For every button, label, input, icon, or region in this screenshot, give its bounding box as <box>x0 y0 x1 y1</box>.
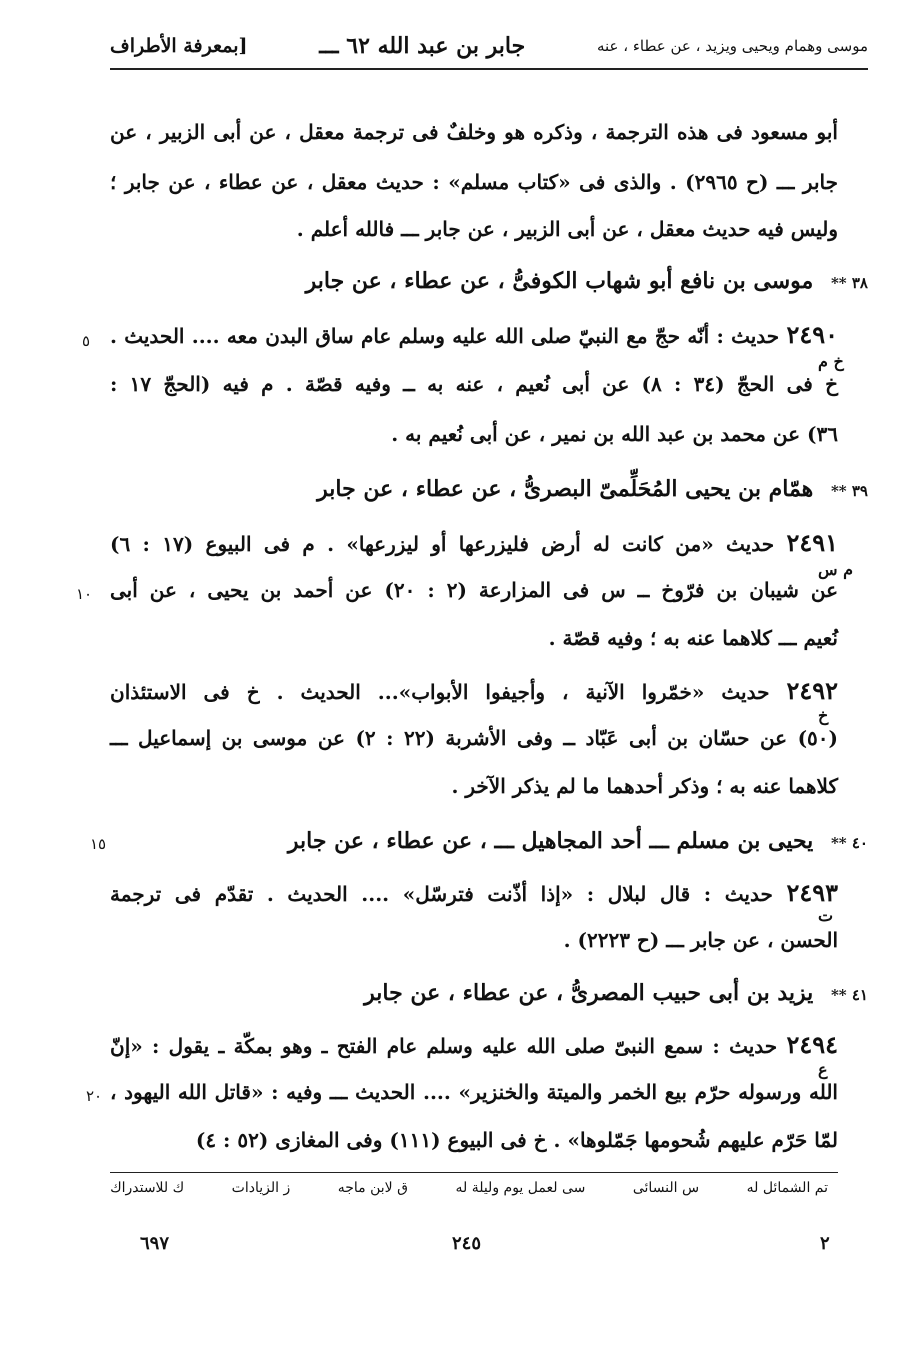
hadith-text: حديث : أنّه حجّ مع النبيّ صلى الله عليه وسلم عام ساق البدن معه .... الحديث . <box>110 324 780 348</box>
section-number: ٤٠ ** <box>830 834 868 852</box>
section-number: ٤١ ** <box>830 986 868 1004</box>
section-title: موسى بن نافع أبو شهاب الكوفىُّ ، عن عطاء ، عن جابر <box>305 268 814 294</box>
line-number: ١٠ <box>76 585 93 603</box>
source-marker: ع <box>818 1060 828 1079</box>
footnote-item: ق لابن ماجه <box>337 1180 408 1196</box>
source-marker: ت <box>818 906 834 925</box>
hadith-line: عن شيبان بن فرّوخ ــ س فى المزارعة (٢ : ٢٠) عن أحمد بن يحيى ، عن أبى <box>110 578 839 602</box>
text-line: وليس فيه حديث معقل ، عن أبى الزبير ، عن جابر ـــ فالله أعلم . <box>296 217 838 241</box>
page-number-center: ٢٤٥ <box>452 1233 482 1254</box>
footnote-item: س النسائى <box>632 1180 700 1196</box>
hadith-line: نُعيم ـــ كلاهما عنه به ؛ وفيه قصّة . <box>548 626 838 650</box>
hadith-number: ٢٤٩٤ <box>786 1030 838 1059</box>
running-header <box>110 28 868 64</box>
footnote-item: تم الشمائل له <box>746 1180 828 1196</box>
hadith-line: لمّا حَرّم عليهم شُحومها جَمّلوها» . خ فى البيوع (١١١) وفى المغازى (٥٢ : ٤) <box>195 1128 838 1152</box>
section-title: يحيى بن مسلم ـــ أحد المجاهيل ـــ ، عن عطاء ، عن جابر <box>287 828 814 854</box>
section-title: يزيد بن أبى حبيب المصرىُّ ، عن عطاء ، عن جابر <box>364 980 814 1006</box>
hadith-line <box>110 1030 838 1059</box>
section-number: ٣٨ ** <box>830 274 868 292</box>
header-left-text: بمعرفة الأطراف] <box>110 35 248 57</box>
section-heading <box>110 268 868 294</box>
hadith-line: الحسن ، عن جابر ـــ (ح ٢٢٢٣) . <box>563 928 838 952</box>
hadith-number: ٢٤٩١ <box>786 528 838 557</box>
hadith-line <box>110 320 838 349</box>
hadith-line <box>110 878 838 907</box>
hadith-text: حديث «خمّروا الآنية ، وأجيفوا الأبواب»... الحديث . خ فى الاستئذان <box>110 680 770 704</box>
header-rule <box>110 68 868 70</box>
hadith-line <box>110 676 838 705</box>
hadith-line: (٥٠) عن حسّان بن أبى عَبّاد ــ وفى الأشربة (٢٢ : ٢) عن موسى بن إسماعيل ـــ <box>110 726 838 750</box>
section-heading <box>110 980 868 1006</box>
source-marker: خ <box>818 706 829 725</box>
text-line: جابر ـــ (ح ٢٩٦٥) . والذى فى «كتاب مسلم» : حديث معقل ، عن عطاء ، عن جابر ؛ <box>110 170 838 194</box>
hadith-text: حديث «من كانت له أرض فليزرعها أو ليزرعها» . م فى البيوع (١٧ : ٦) <box>110 532 775 556</box>
section-number: ٣٩ ** <box>830 482 868 500</box>
hadith-number: ٢٤٩٠ <box>786 320 838 349</box>
line-number: ١٥ <box>90 835 107 853</box>
hadith-line <box>110 528 838 557</box>
line-number: ٢٠ <box>86 1087 103 1105</box>
page-number-right: ٢ <box>820 1233 830 1254</box>
line-number: ٥ <box>82 332 91 350</box>
section-heading <box>110 476 868 502</box>
hadith-text: حديث : قال لبلال : «إذا أذّنت فترسّل» .... الحديث . تقدّم فى ترجمة <box>110 882 773 906</box>
page-number-left: ٦٩٧ <box>140 1233 170 1254</box>
hadith-text: حديث : سمع النبىّ صلى الله عليه وسلم عام الفتح ـ وهو بمكّة ـ يقول : «إنّ <box>110 1034 778 1058</box>
footnote-item: ك للاستدراك <box>110 1180 185 1196</box>
footnote-rule <box>110 1172 838 1173</box>
hadith-number: ٢٤٩٣ <box>786 878 838 907</box>
section-heading <box>110 828 868 854</box>
footnote-item: ز الزيادات <box>231 1180 291 1196</box>
footnote-key <box>110 1180 828 1196</box>
header-center-text: جابر بن عبد الله ٦٢ ـــ <box>319 33 526 59</box>
header-right-text: موسى وهمام ويحيى ويزيد ، عن عطاء ، عنه <box>596 37 868 55</box>
text-line: أبو مسعود فى هذه الترجمة ، وذكره هو وخلفٌ فى ترجمة معقل ، عن أبى الزبير ، عن <box>110 120 838 144</box>
source-marker: خ م <box>818 352 844 371</box>
hadith-number: ٢٤٩٢ <box>786 676 838 705</box>
hadith-line: ٣٦) عن محمد بن عبد الله بن نمير ، عن أبى نُعيم به . <box>391 422 838 446</box>
hadith-line: كلاهما عنه به ؛ وذكر أحدهما ما لم يذكر الآخر . <box>451 774 838 798</box>
section-title: همّام بن يحيى المُحَلِّمىّ البصرىُّ ، عن عطاء ، عن جابر <box>317 476 814 502</box>
source-marker: م س <box>818 560 854 579</box>
footnote-item: سى لعمل يوم وليلة له <box>455 1180 586 1196</box>
hadith-line: الله ورسوله حرّم بيع الخمر والميتة والخنزير» .... الحديث ـــ وفيه : «قاتل الله اليهود ، <box>110 1080 838 1104</box>
hadith-line: خ فى الحجّ (٣٤ : ٨) عن أبى نُعيم ، عنه به ــ وفيه قصّة . م فيه (الحجّ ١٧ : <box>110 372 838 396</box>
